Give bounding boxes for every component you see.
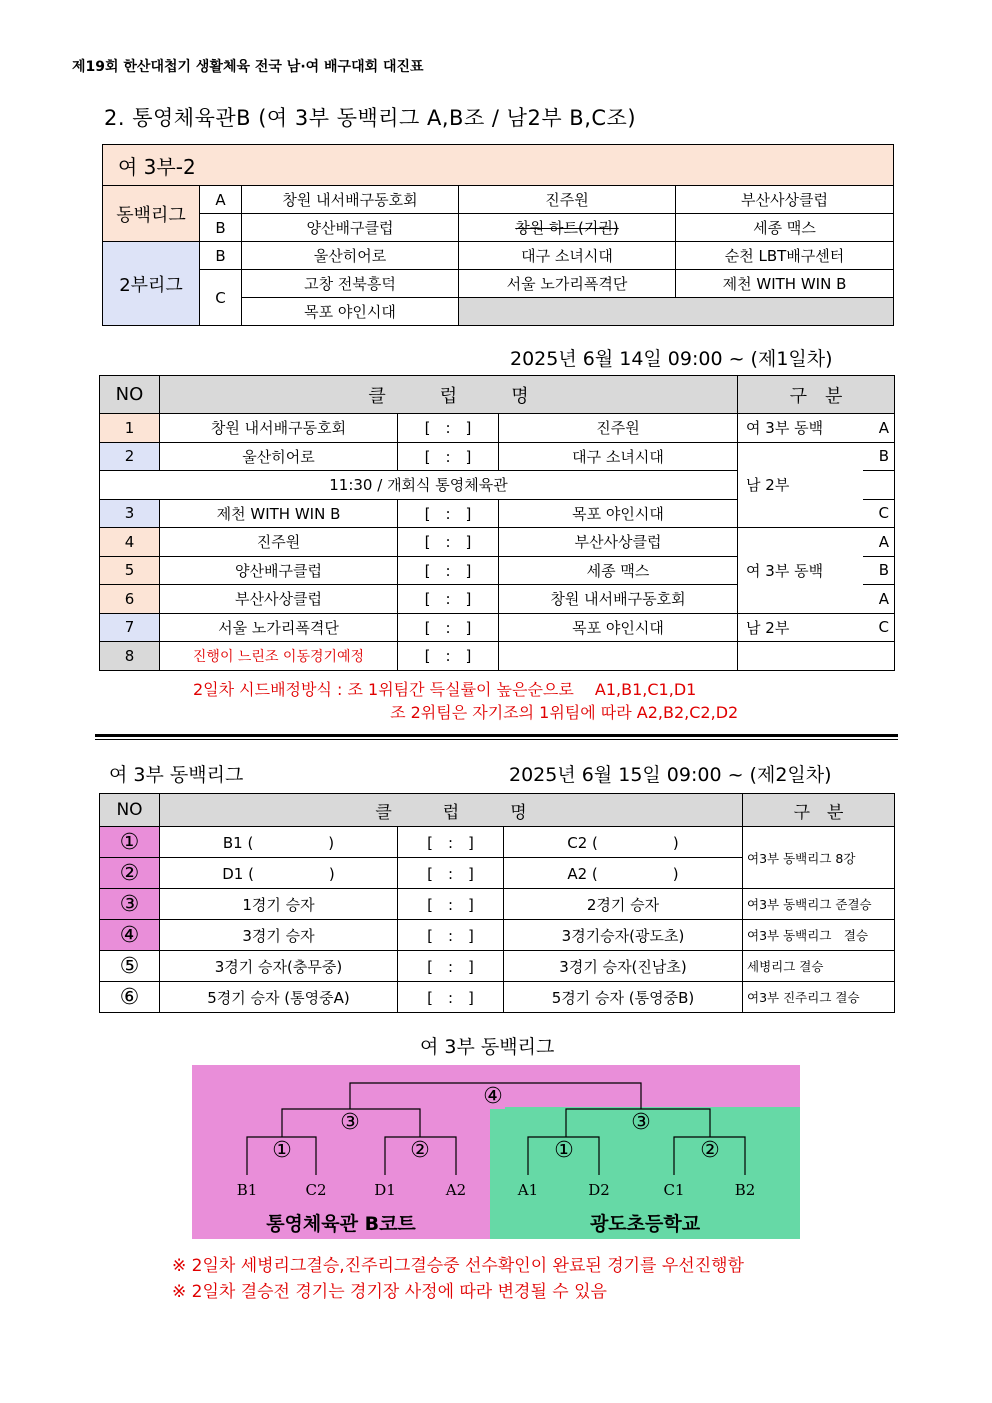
score-box: [ : ] [398, 858, 504, 889]
seed-label: B1 [236, 1181, 258, 1199]
score-box: [ : ] [398, 920, 504, 951]
home-team: 진행이 느린조 이동경기예정 [160, 642, 398, 671]
score-box: [ : ] [398, 556, 499, 585]
group-table [102, 144, 894, 326]
away-team: 세종 맥스 [499, 556, 738, 585]
away-team [499, 642, 738, 671]
match-category: 남 2부 [738, 442, 863, 528]
match-no: 3 [100, 499, 160, 528]
header-category: 구 분 [738, 376, 895, 414]
header-no: NO [100, 794, 160, 827]
score-box: [ : ] [398, 827, 504, 858]
right-q1-marker: ① [554, 1138, 574, 1163]
team-cell: 제천 WITH WIN B [676, 270, 894, 298]
section-divider [95, 734, 898, 740]
away-team: A2 ( ) [504, 858, 743, 889]
match-group: A [863, 585, 895, 614]
score-box: [ : ] [398, 613, 499, 642]
group-letter: A [200, 186, 242, 214]
match-no: 7 [100, 613, 160, 642]
match-category: 여3부 진주리그 결승 [743, 982, 895, 1013]
home-team: 부산사상클럽 [160, 585, 398, 614]
away-team: 3경기 승자(진남초) [504, 951, 743, 982]
team-cell: 부산사상클럽 [676, 186, 894, 214]
match-group: B [863, 442, 895, 471]
right-venue-label: 광도초등학교 [589, 1213, 701, 1235]
match-category: 남 2부 [738, 613, 863, 642]
match-no: ⑤ [100, 951, 160, 982]
bracket-title: 여 3부 동백리그 [420, 1036, 555, 1058]
home-team: 울산히어로 [160, 442, 398, 471]
match-no: 5 [100, 556, 160, 585]
match-no: 1 [100, 414, 160, 443]
away-team: 창원 내서배구동호회 [499, 585, 738, 614]
match-no: 8 [100, 642, 160, 671]
team-cell: 창원 내서배구동호회 [242, 186, 459, 214]
team-cell: 세종 맥스 [676, 214, 894, 242]
day2-schedule-table [99, 793, 895, 1013]
score-box: [ : ] [398, 982, 504, 1013]
section-title: 2. 통영체육관B (여 3부 동백리그 A,B조 / 남2부 B,C조) [104, 106, 637, 130]
match-no: 6 [100, 585, 160, 614]
match-no: ② [100, 858, 160, 889]
left-semi-marker: ③ [340, 1110, 360, 1135]
match-group: C [863, 499, 895, 528]
away-team: 부산사상클럽 [499, 528, 738, 557]
team-cell: 울산히어로 [242, 242, 459, 270]
seed-notes: 2일차 시드배정방식 : 조 1위팀간 득실률이 높은순으로 A1,B1,C1,D1 조 2위팀은 자기조의 1위팀에 따라 A2,B2,C2,D2 [193, 680, 739, 722]
ceremony-row: 11:30 / 개회식 통영체육관 [100, 471, 738, 500]
header-club: 클 럽 명 [160, 794, 743, 827]
match-category: 여 3부 동백 [738, 528, 863, 614]
away-team: 진주원 [499, 414, 738, 443]
left-venue-label: 통영체육관 B코트 [266, 1213, 416, 1235]
match-category: 여3부 동백리그 결승 [743, 920, 895, 951]
home-team: B1 ( ) [160, 827, 398, 858]
seed-label: A1 [517, 1181, 539, 1199]
home-team: 3경기 승자(충무중) [160, 951, 398, 982]
match-category: 여3부 동백리그 준결승 [743, 889, 895, 920]
team-cell: 양산배구클럽 [242, 214, 459, 242]
match-no: 2 [100, 442, 160, 471]
group-letter: B [200, 214, 242, 242]
home-team: 진주원 [160, 528, 398, 557]
home-team: 서울 노가리폭격단 [160, 613, 398, 642]
empty-cell [863, 471, 895, 500]
header-club: 클 럽 명 [160, 376, 738, 414]
right-semi-marker: ③ [631, 1110, 651, 1135]
score-box: [ : ] [398, 951, 504, 982]
match-group: A [863, 414, 895, 443]
away-team: 3경기승자(광도초) [504, 920, 743, 951]
home-team: 5경기 승자 (통영중A) [160, 982, 398, 1013]
footnote: ※ 2일차 세병리그결승,진주리그결승중 선수확인이 완료된 경기를 우선진행함 [172, 1256, 744, 1276]
score-box: [ : ] [398, 499, 499, 528]
home-team: 창원 내서배구동호회 [160, 414, 398, 443]
match-group: B [863, 556, 895, 585]
right-bracket-top-panel [490, 1065, 800, 1107]
team-cell: 진주원 [459, 186, 676, 214]
tournament-bracket [192, 1065, 800, 1239]
team-cell-withdrawn: 창원 하트(기권) [459, 214, 676, 242]
away-team: C2 ( ) [504, 827, 743, 858]
home-team: 1경기 승자 [160, 889, 398, 920]
match-no: ① [100, 827, 160, 858]
team-cell: 목포 야인시대 [242, 298, 459, 326]
team-cell: 서울 노가리폭격단 [459, 270, 676, 298]
away-team: 2경기 승자 [504, 889, 743, 920]
document-title: 제19회 한산대첩기 생활체육 전국 남·여 배구대회 대진표 [72, 59, 424, 75]
score-box: [ : ] [398, 642, 499, 671]
away-team: 목포 야인시대 [499, 499, 738, 528]
left-q2-marker: ② [410, 1138, 430, 1163]
home-team: D1 ( ) [160, 858, 398, 889]
group-letter: B [200, 242, 242, 270]
match-group: A [863, 528, 895, 557]
empty-cell [459, 298, 894, 326]
home-team: 양산배구클럽 [160, 556, 398, 585]
day1-date: 2025년 6월 14일 09:00 ~ (제1일차) [510, 348, 833, 370]
seed-label: C1 [663, 1181, 685, 1199]
group-heading: 여 3부-2 [103, 145, 894, 186]
score-box: [ : ] [398, 585, 499, 614]
team-cell: 순천 LBT배구센터 [676, 242, 894, 270]
match-category: 여 3부 동백 [738, 414, 863, 443]
score-box: [ : ] [398, 889, 504, 920]
league-label-dongbaek: 동백리그 [103, 186, 200, 242]
match-no: ⑥ [100, 982, 160, 1013]
score-box: [ : ] [398, 528, 499, 557]
match-no: ④ [100, 920, 160, 951]
seed-label: A2 [445, 1181, 467, 1199]
seed-label: D1 [374, 1181, 396, 1199]
home-team: 제천 WITH WIN B [160, 499, 398, 528]
match-no: 4 [100, 528, 160, 557]
match-group: C [863, 613, 895, 642]
day1-schedule-table [99, 375, 895, 671]
team-cell: 대구 소녀시대 [459, 242, 676, 270]
team-cell: 고창 전북흥덕 [242, 270, 459, 298]
match-category: 세병리그 결승 [743, 951, 895, 982]
group-letter: C [200, 270, 242, 326]
seed-label: C2 [305, 1181, 327, 1199]
match-category [738, 642, 895, 671]
away-team: 5경기 승자 (통영중B) [504, 982, 743, 1013]
seed-label: D2 [588, 1181, 610, 1199]
right-q2-marker: ② [700, 1138, 720, 1163]
league-label-2bu: 2부리그 [103, 242, 200, 326]
score-box: [ : ] [398, 414, 499, 443]
day2-league-title: 여 3부 동백리그 [109, 764, 244, 786]
match-category: 여3부 동백리그 8강 [743, 827, 895, 889]
footnote: ※ 2일차 결승전 경기는 경기장 사정에 따라 변경될 수 있음 [172, 1282, 607, 1302]
home-team: 3경기 승자 [160, 920, 398, 951]
header-no: NO [100, 376, 160, 414]
away-team: 대구 소녀시대 [499, 442, 738, 471]
day2-date: 2025년 6월 15일 09:00 ~ (제2일차) [509, 764, 832, 786]
away-team: 목포 야인시대 [499, 613, 738, 642]
final-marker: ④ [483, 1084, 503, 1109]
score-box: [ : ] [398, 442, 499, 471]
header-category: 구 분 [743, 794, 895, 827]
left-q1-marker: ① [272, 1138, 292, 1163]
seed-label: B2 [734, 1181, 756, 1199]
match-no: ③ [100, 889, 160, 920]
